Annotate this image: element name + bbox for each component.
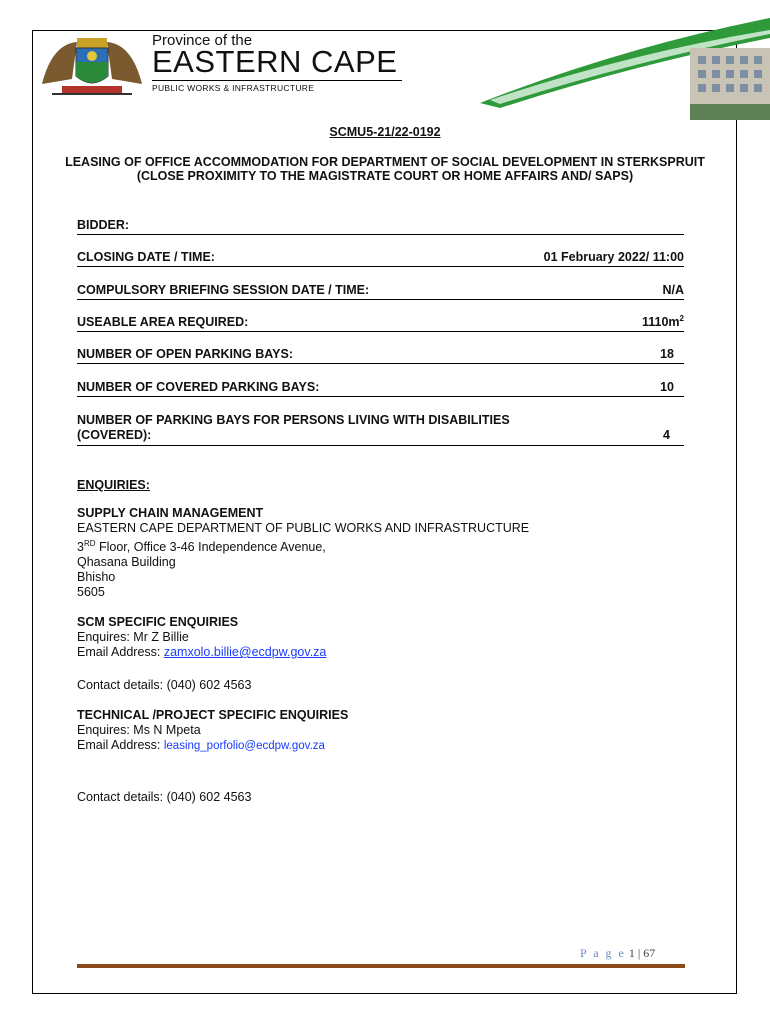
- header-wordmark: [152, 33, 402, 93]
- disability-label-1: NUMBER OF PARKING BAYS FOR PERSONS LIVING WITH DISABILITIES: [77, 413, 510, 427]
- scm-specific-block: [77, 615, 326, 660]
- page-separator: |: [637, 946, 641, 960]
- scm-specific-heading: SCM SPECIFIC ENQUIRIES: [77, 615, 239, 629]
- page-word: P a g e: [580, 946, 626, 960]
- briefing-label: COMPULSORY BRIEFING SESSION DATE / TIME:: [77, 283, 370, 297]
- closing-label: CLOSING DATE / TIME:: [77, 250, 215, 264]
- disability-parking-row: [77, 413, 684, 446]
- open-parking-value: 18: [660, 347, 674, 361]
- scm-heading: SUPPLY CHAIN MANAGEMENT: [77, 506, 264, 520]
- scm-building: Qhasana Building: [77, 555, 176, 570]
- disability-label-2: (COVERED):: [77, 428, 152, 442]
- open-parking-label: NUMBER OF OPEN PARKING BAYS:: [77, 347, 293, 361]
- briefing-value: N/A: [662, 283, 684, 297]
- page-number: 1: [628, 946, 635, 960]
- page-footer: [580, 946, 655, 961]
- covered-parking-value: 10: [660, 380, 674, 394]
- covered-parking-label: NUMBER OF COVERED PARKING BAYS:: [77, 380, 320, 394]
- covered-parking-row: [77, 380, 684, 397]
- coat-of-arms-logo: [32, 24, 152, 100]
- scm-address: 3RD Floor, Office 3-46 Independence Avenue,: [77, 539, 326, 555]
- open-parking-row: [77, 347, 684, 364]
- closing-row: [77, 250, 684, 267]
- closing-value: 01 February 2022/ 11:00: [543, 250, 684, 264]
- document-title: LEASING OF OFFICE ACCOMMODATION FOR DEPARTMENT OF SOCIAL DEVELOPMENT IN STERKSPRUIT (CLOSE PROXIMITY TO THE MAGISTRATE COURT OR HOME AFFAIRS AND/ SAPS): [65, 155, 705, 183]
- document-reference: SCMU5-21/22-0192: [329, 125, 441, 139]
- tech-block: [77, 708, 348, 754]
- province-of-the: Province of the: [152, 32, 253, 49]
- page-total: 67: [643, 946, 656, 960]
- tech-email-link[interactable]: leasing_porfolio@ecdpw.gov.za: [163, 740, 325, 752]
- area-label: USEABLE AREA REQUIRED:: [77, 315, 249, 329]
- eastern-cape-title: EASTERN CAPE: [152, 44, 398, 79]
- scm-code: 5605: [77, 585, 105, 600]
- scm-specific-contact: Contact details: (040) 602 4563: [77, 678, 252, 692]
- scm-specific-enquires: Enquires: Mr Z Billie: [77, 630, 189, 644]
- area-row: [77, 315, 684, 332]
- scm-dept: EASTERN CAPE DEPARTMENT OF PUBLIC WORKS AND INFRASTRUCTURE: [77, 521, 530, 535]
- footer-rule: [77, 964, 685, 968]
- scm-block: [77, 506, 529, 600]
- header-decoration: [470, 8, 770, 120]
- tech-enquires: Enquires: Ms N Mpeta: [77, 723, 201, 737]
- bidder-row: [77, 218, 684, 235]
- bidder-label: BIDDER:: [77, 218, 130, 232]
- tech-heading: TECHNICAL /PROJECT SPECIFIC ENQUIRIES: [77, 708, 349, 722]
- briefing-row: [77, 283, 684, 300]
- enquiries-heading: ENQUIRIES:: [77, 478, 150, 492]
- scm-town: Bhisho: [77, 570, 116, 585]
- tech-contact: Contact details: (040) 602 4563: [77, 790, 252, 804]
- tech-email-line: Email Address: leasing_porfolio@ecdpw.gov.za: [77, 738, 325, 752]
- area-value: $1110m^2$: [642, 313, 684, 329]
- scm-specific-email-line: Email Address: zamxolo.billie@ecdpw.gov.za: [77, 645, 327, 659]
- disability-value: 4: [663, 428, 670, 442]
- department-name: PUBLIC WORKS & INFRASTRUCTURE: [152, 80, 402, 93]
- scm-specific-email-link[interactable]: zamxolo.billie@ecdpw.gov.za: [163, 645, 327, 659]
